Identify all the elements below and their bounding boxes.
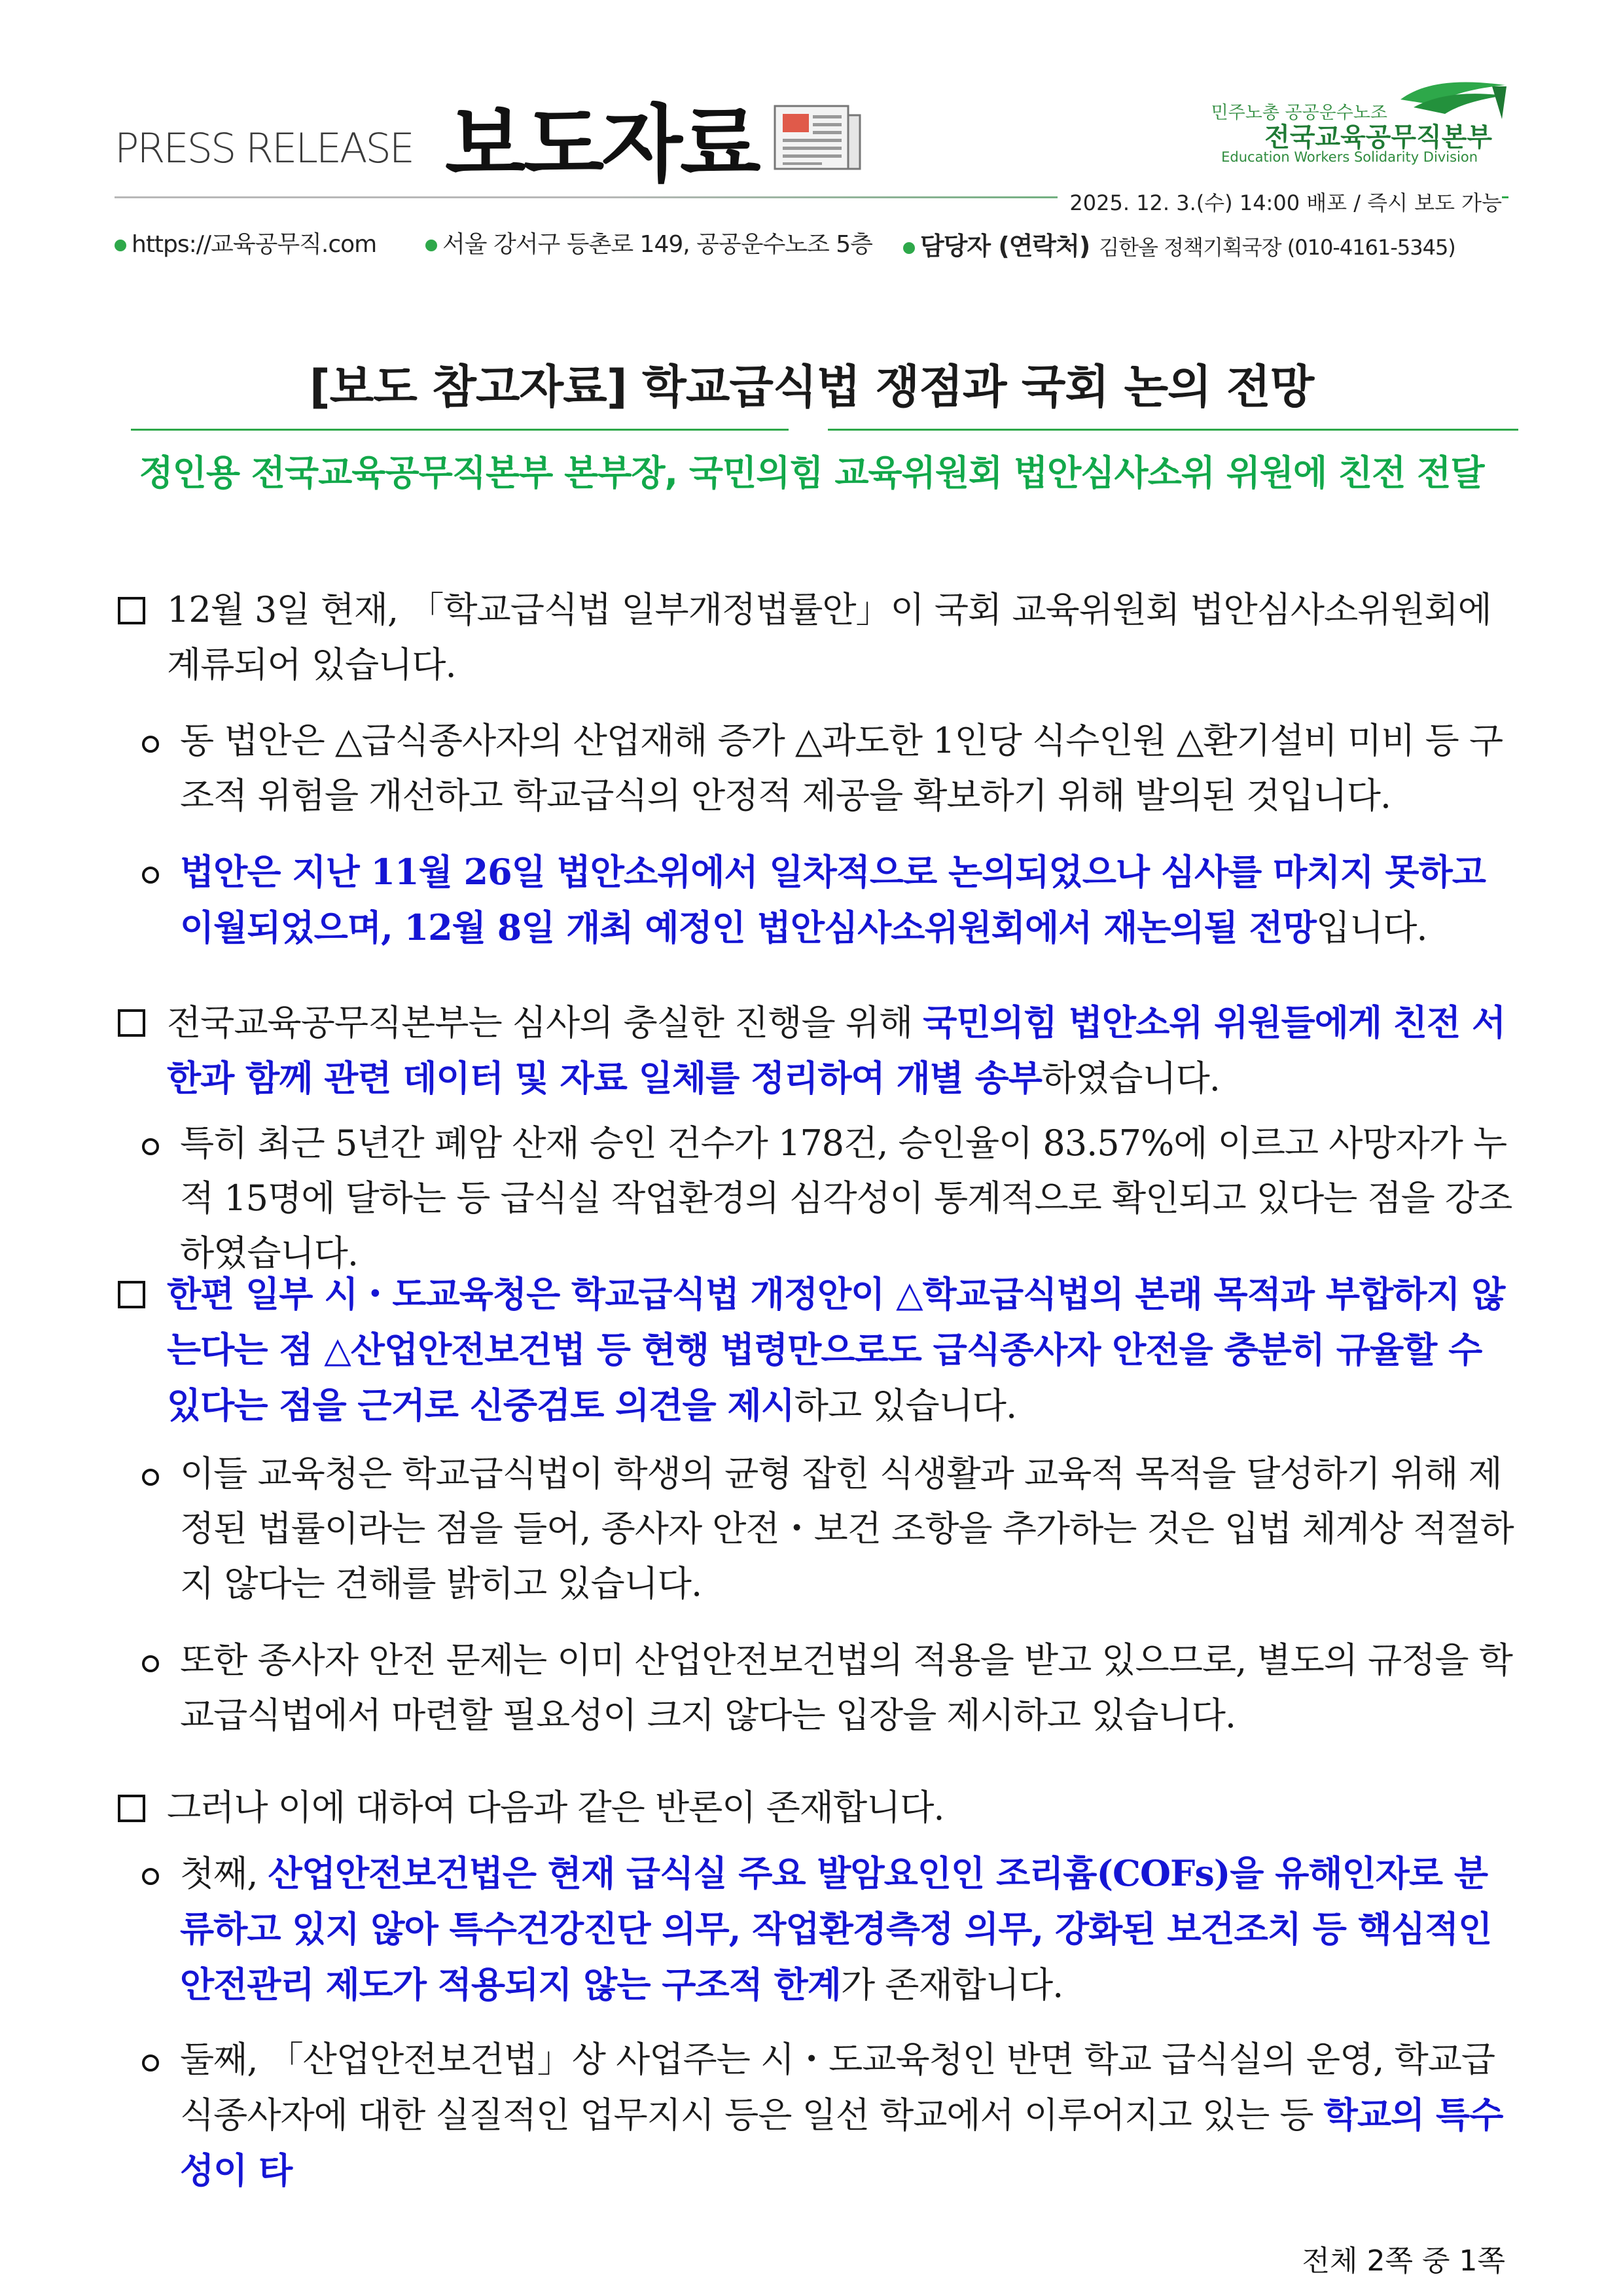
- circle-bullet-icon: [134, 713, 173, 768]
- sub-paragraph: [134, 1846, 1518, 2013]
- bullet-dot-icon: [115, 240, 126, 251]
- paragraph-text: 특히 최근 5년간 폐암 산재 승인 건수가 178건, 승인율이 83.57%에 이르고 사망자가 누적 15명에 달하는 등 급식실 작업환경의 심각성이 통계적으로 확인되고 있다는 점을 강조하였습니다.: [180, 1122, 1512, 1274]
- bullet-dot-icon: [425, 240, 437, 251]
- section-paragraph: [118, 1266, 1518, 1433]
- plain-text: 가 존재합니다.: [840, 1964, 1063, 2005]
- press-release-title: 보도자료: [445, 96, 758, 194]
- plain-text: 입니다.: [1315, 907, 1427, 948]
- org-main-name: 전국교육공무직본부: [1264, 122, 1492, 152]
- paragraph-text: [167, 995, 1518, 1106]
- page-number: 전체 2쪽 중 1쪽: [1302, 2244, 1505, 2278]
- press-release-label: PRESS RELEASE: [115, 124, 413, 172]
- paragraph-text: 동 법안은 △급식종사자의 산업재해 증가 △과도한 1인당 식수인원 △환기설비 미비 등 구조적 위험을 개선하고 학교급식의 안정적 제공을 확보하기 위해 발의된 것입니다.: [180, 720, 1503, 816]
- sub-paragraph: [134, 2032, 1518, 2198]
- paragraph-text: 이들 교육청은 학교급식법이 학생의 균형 잡힌 식생활과 교육적 목적을 달성하기 위해 제정된 법률이라는 점을 들어, 종사자 안전・보건 조항을 추가하는 것은 입법 체계상 적절하지 않다는 견해를 밝히고 있습니다.: [180, 1453, 1514, 1604]
- highlighted-text: 산업안전보건법은 현재 급식실 주요 발암요인인 조리흄(COFs)을 유해인자로 분류하고 있지 않아 특수건강진단 의무, 작업환경측정 의무, 강화된 보건조치 등 핵심적인 안전관리 제도가 적용되지 않는 구조적 한계: [180, 1852, 1492, 2005]
- paragraph-text: 또한 종사자 안전 문제는 이미 산업안전보건법의 적용을 받고 있으므로, 별도의 규정을 학교급식법에서 마련할 필요성이 크지 않다는 입장을 제시하고 있습니다.: [180, 1640, 1512, 1736]
- address: [425, 226, 872, 259]
- paragraph-text: [167, 1266, 1518, 1433]
- square-bullet-icon: [118, 1266, 157, 1324]
- subheadline: 정인용 전국교육공무직본부 본부장, 국민의힘 교육위원회 법안심사소위 위원에 친전 전달: [139, 452, 1484, 493]
- website-text: https://교육공무직.com: [132, 231, 377, 258]
- plain-text: 첫째,: [180, 1853, 268, 1894]
- sub-paragraph: [134, 1446, 1518, 1611]
- contact-label: 담당자 (연락처): [920, 232, 1090, 260]
- sub-paragraph: [134, 844, 1518, 956]
- sub-paragraph: [134, 1116, 1518, 1281]
- circle-bullet-icon: [134, 1633, 173, 1688]
- highlighted-text: 국민의힘 법안소위 위원들에게 친전 서한과 함께 관련 데이터 및 자료 일체를 정리하여 개별 송부: [167, 1001, 1506, 1099]
- circle-bullet-icon: [134, 844, 173, 899]
- subhead-divider-gap: [789, 424, 828, 433]
- paragraph-text: [180, 2032, 1518, 2198]
- section-paragraph: [118, 1780, 1518, 1835]
- paragraph-text: [180, 844, 1518, 956]
- square-bullet-icon: [118, 1780, 157, 1838]
- website-link[interactable]: [115, 226, 376, 259]
- contact: [903, 226, 1455, 262]
- org-sub-name: 민주노총 공공운수노조: [1211, 103, 1387, 123]
- section-paragraph: [118, 583, 1518, 692]
- highlighted-text: 학교의 특수성이 타: [180, 2094, 1503, 2191]
- plain-text: 전국교육공무직본부는 심사의 충실한 진행을 위해: [167, 1002, 923, 1043]
- circle-bullet-icon: [134, 2032, 173, 2087]
- section-paragraph: [118, 995, 1518, 1106]
- paragraph-text: [180, 1846, 1518, 2013]
- union-logo-icon: [1394, 73, 1508, 145]
- paragraph-text: 12월 3일 현재, 「학교급식법 일부개정법률안」이 국회 교육위원회 법안심사소위원회에 계류되어 있습니다.: [167, 589, 1491, 685]
- square-bullet-icon: [118, 995, 157, 1052]
- highlighted-text: 법안은 지난 11월 26일 법안소위에서 일차적으로 논의되었으나 심사를 마치지 못하고 이월되었으며, 12월 8일 개최 예정인 법안심사소위원회에서 재논의될 전망: [180, 851, 1486, 948]
- address-text: 서울 강서구 등촌로 149, 공공운수노조 5층: [442, 231, 872, 258]
- paragraph-text: 그러나 이에 대하여 다음과 같은 반론이 존재합니다.: [167, 1787, 944, 1828]
- plain-text: 하였습니다.: [1041, 1058, 1220, 1099]
- circle-bullet-icon: [134, 1116, 173, 1171]
- release-info: 2025. 12. 3.(수) 14:00 배포 / 즉시 보도 가능: [1058, 187, 1502, 217]
- headline: [보도 참고자료] 학교급식법 쟁점과 국회 논의 전망: [309, 360, 1314, 414]
- square-bullet-icon: [118, 583, 157, 640]
- contact-value: 김한올 정책기획국장 (010-4161-5345): [1099, 235, 1455, 260]
- sub-paragraph: [134, 1633, 1518, 1743]
- circle-bullet-icon: [134, 1846, 173, 1901]
- org-english-name: Education Workers Solidarity Division: [1221, 149, 1478, 165]
- plain-text: 둘째, 「산업안전보건법」상 사업주는 시・도교육청인 반면 학교 급식실의 운영, 학교급식종사자에 대한 실질적인 업무지시 등은 일선 학교에서 이루어지고 있는 등: [180, 2039, 1495, 2136]
- bullet-dot-icon: [903, 242, 915, 254]
- plain-text: 하고 있습니다.: [794, 1385, 1017, 1426]
- highlighted-text: 한편 일부 시・도교육청은 학교급식법 개정안이 △학교급식법의 본래 목적과 부합하지 않는다는 점 △산업안전보건법 등 현행 법령만으로도 급식종사자 안전을 충분히 규율할 수 있다는 점을 근거로 신중검토 의견을 제시: [167, 1273, 1505, 1426]
- sub-paragraph: [134, 713, 1518, 823]
- circle-bullet-icon: [134, 1446, 173, 1501]
- newspaper-icon: [772, 97, 864, 174]
